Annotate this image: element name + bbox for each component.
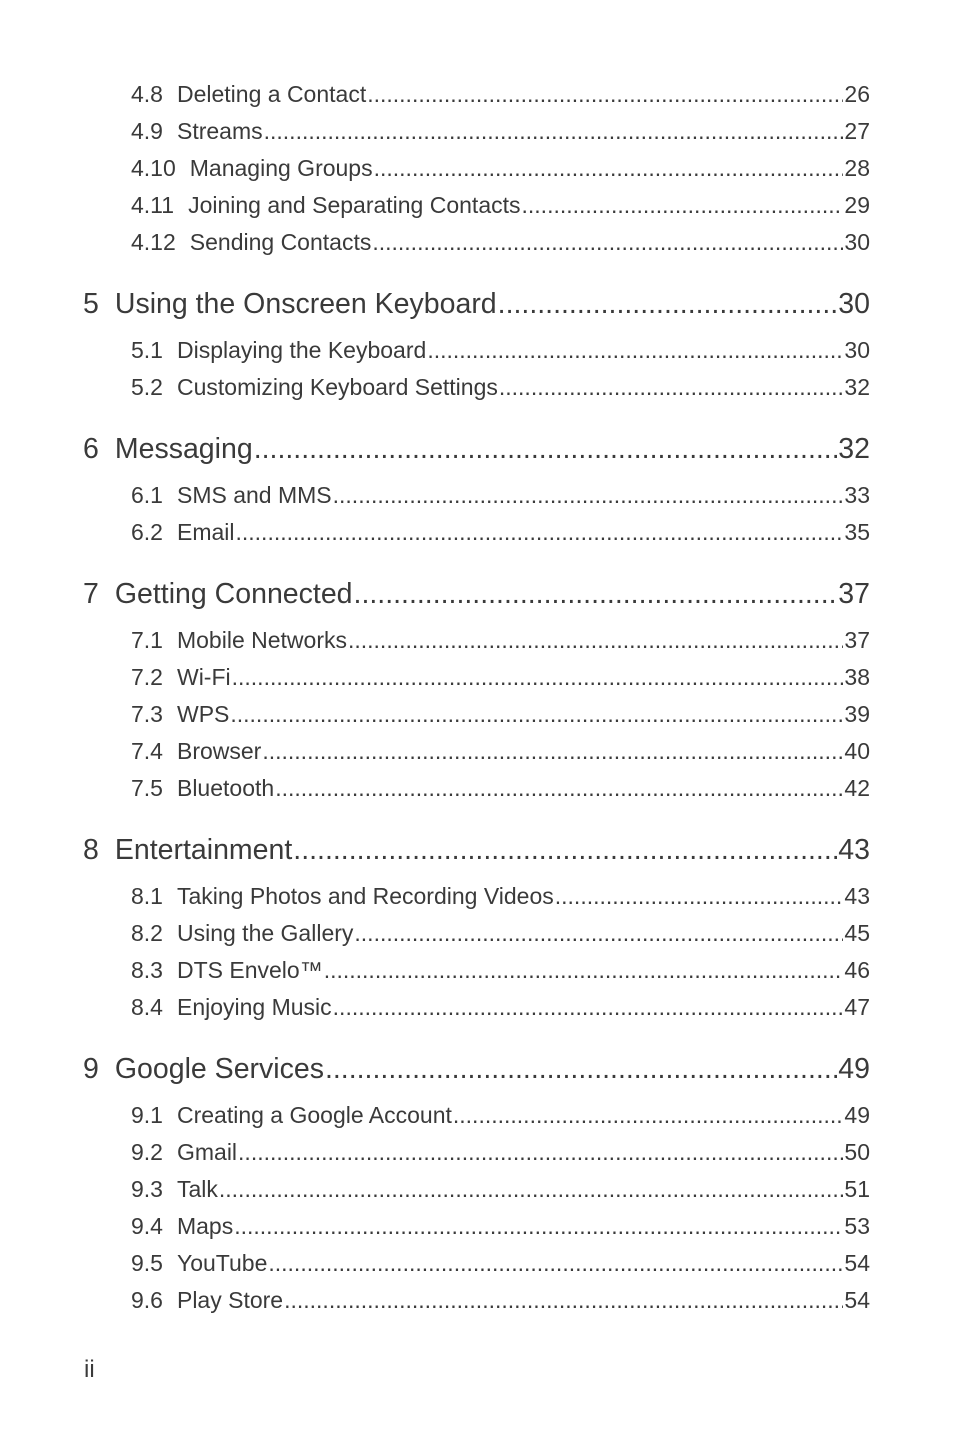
toc-section-entry[interactable] <box>131 1285 870 1315</box>
dot-leader <box>293 832 837 868</box>
toc-entry-number: 7.3 <box>131 701 163 727</box>
dot-leader <box>234 1211 843 1241</box>
toc-entry-page: 32 <box>838 433 870 465</box>
toc-entry-number: 4.12 <box>131 229 176 255</box>
toc-entry-title: Streams <box>176 118 263 144</box>
toc-entry-page: 32 <box>844 374 870 400</box>
toc-entry-number: 9.1 <box>131 1102 163 1128</box>
dot-leader <box>348 625 843 655</box>
toc-section-entry[interactable] <box>131 517 870 547</box>
toc-entry-page: 43 <box>838 834 870 866</box>
toc-entry-page: 39 <box>844 701 870 727</box>
toc-entry-number: 4.9 <box>131 118 163 144</box>
toc-entry-title: Play Store <box>176 1287 284 1313</box>
toc-entry-number: 6 <box>83 433 99 465</box>
toc-entry-title: Displaying the Keyboard <box>176 337 427 363</box>
toc-entry-number: 7.4 <box>131 738 163 764</box>
toc-chapter-entry[interactable] <box>83 832 870 868</box>
toc-section-entry[interactable] <box>131 1211 870 1241</box>
toc-entry-page: 51 <box>844 1176 870 1202</box>
toc-entry-page: 49 <box>838 1053 870 1085</box>
toc-section-entry[interactable] <box>131 699 870 729</box>
toc-entry-title: Bluetooth <box>176 775 275 801</box>
toc-entry-page: 49 <box>844 1102 870 1128</box>
dot-leader <box>268 1248 843 1278</box>
toc-entry-page: 46 <box>844 957 870 983</box>
toc-entry-number: 7.5 <box>131 775 163 801</box>
dot-leader <box>254 431 838 467</box>
dot-leader <box>522 190 844 220</box>
dot-leader <box>498 286 838 322</box>
toc-section-entry[interactable] <box>131 335 870 365</box>
toc-entry-title: Taking Photos and Recording Videos <box>176 883 554 909</box>
toc-entry-title: Using the Gallery <box>176 920 354 946</box>
toc-entry-page: 29 <box>844 192 870 218</box>
toc-entry-number: 5 <box>83 288 99 320</box>
toc-entry-number: 9.4 <box>131 1213 163 1239</box>
toc-entry-number: 8.4 <box>131 994 163 1020</box>
toc-entry-number: 5.2 <box>131 374 163 400</box>
toc-entry-page: 53 <box>844 1213 870 1239</box>
toc-section-entry[interactable] <box>131 625 870 655</box>
toc-entry-page: 54 <box>844 1287 870 1313</box>
toc-entry-number: 9.3 <box>131 1176 163 1202</box>
toc-entry-title: Joining and Separating Contacts <box>188 192 521 218</box>
toc-entry-number: 8 <box>83 834 99 866</box>
toc-entry-title: SMS and MMS <box>176 482 332 508</box>
dot-leader <box>232 662 844 692</box>
toc-section-entry[interactable] <box>131 773 870 803</box>
toc-entry-page: 42 <box>844 775 870 801</box>
toc-section-entry[interactable] <box>131 662 870 692</box>
toc-chapter-entry[interactable] <box>83 1051 870 1087</box>
toc-entry-title: Customizing Keyboard Settings <box>176 374 498 400</box>
dot-leader <box>275 773 843 803</box>
toc-entry-title: Sending Contacts <box>189 229 372 255</box>
toc-entry-number: 4.11 <box>131 192 175 218</box>
dot-leader <box>264 116 844 146</box>
dot-leader <box>499 372 844 402</box>
toc-entry-page: 33 <box>844 482 870 508</box>
toc-entry-title: Messaging <box>114 433 253 465</box>
toc-entry-title: Enjoying Music <box>176 994 332 1020</box>
toc-section-entry[interactable] <box>131 116 870 146</box>
toc-entry-number: 7 <box>83 578 99 610</box>
toc-entry-title: Deleting a Contact <box>176 81 367 107</box>
toc-section-entry[interactable] <box>131 881 870 911</box>
toc-section-entry[interactable] <box>131 190 870 220</box>
dot-leader <box>325 1051 837 1087</box>
toc-entry-number: 9.6 <box>131 1287 163 1313</box>
toc-entry-page: 35 <box>844 519 870 545</box>
page-number: ii <box>84 1356 95 1383</box>
toc-entry-title: Maps <box>176 1213 234 1239</box>
dot-leader <box>236 517 844 547</box>
toc-section-entry[interactable] <box>131 79 870 109</box>
dot-leader <box>354 918 843 948</box>
toc-entry-number: 9 <box>83 1053 99 1085</box>
dot-leader <box>555 881 844 911</box>
toc-entry-page: 27 <box>844 118 870 144</box>
toc-section-entry[interactable] <box>131 1137 870 1167</box>
toc-entry-title: Wi-Fi <box>176 664 231 690</box>
dot-leader <box>262 736 843 766</box>
toc-entry-page: 37 <box>838 578 870 610</box>
toc-entry-page: 43 <box>844 883 870 909</box>
toc-entry-title: Managing Groups <box>189 155 373 181</box>
toc-section-entry[interactable] <box>131 153 870 183</box>
dot-leader <box>238 1137 843 1167</box>
toc-entry-number: 7.2 <box>131 664 163 690</box>
toc-section-entry[interactable] <box>131 992 870 1022</box>
toc-entry-page: 30 <box>844 229 870 255</box>
toc-entry-title: Talk <box>176 1176 218 1202</box>
toc-entry-title: Browser <box>176 738 262 764</box>
toc-entry-number: 5.1 <box>131 337 163 363</box>
toc-section-entry[interactable] <box>131 736 870 766</box>
toc-entry-page: 50 <box>844 1139 870 1165</box>
toc-entry-number: 8.2 <box>131 920 163 946</box>
toc-section-entry[interactable] <box>131 480 870 510</box>
toc-entry-page: 47 <box>844 994 870 1020</box>
toc-entry-title: Mobile Networks <box>176 627 347 653</box>
toc-entry-number: 4.10 <box>131 155 176 181</box>
toc-section-entry[interactable] <box>131 227 870 257</box>
toc-section-entry[interactable] <box>131 955 870 985</box>
dot-leader <box>374 153 844 183</box>
dot-leader <box>372 227 843 257</box>
toc-entry-number: 4.8 <box>131 81 163 107</box>
toc-entry-number: 8.3 <box>131 957 163 983</box>
toc-entry-page: 54 <box>844 1250 870 1276</box>
toc-section-entry[interactable] <box>131 1174 870 1204</box>
toc-entry-page: 26 <box>844 81 870 107</box>
toc-section-entry[interactable] <box>131 372 870 402</box>
dot-leader <box>427 335 843 365</box>
toc-entry-title: YouTube <box>176 1250 268 1276</box>
toc-entry-title: Creating a Google Account <box>176 1102 452 1128</box>
toc-entry-number: 6.1 <box>131 482 163 508</box>
toc-entry-title: DTS Envelo™ <box>176 957 323 983</box>
toc-entry-page: 37 <box>844 627 870 653</box>
toc-entry-title: Google Services <box>114 1053 324 1085</box>
toc-entry-title: Using the Onscreen Keyboard <box>114 288 497 320</box>
toc-entry-number: 7.1 <box>131 627 163 653</box>
toc-entry-page: 38 <box>844 664 870 690</box>
toc-entry-title: Entertainment <box>114 834 293 866</box>
toc-entry-number: 6.2 <box>131 519 163 545</box>
dot-leader <box>453 1100 844 1130</box>
toc-entry-page: 45 <box>844 920 870 946</box>
toc-entry-page: 30 <box>838 288 870 320</box>
toc-entry-number: 9.2 <box>131 1139 163 1165</box>
toc-chapter-entry[interactable] <box>83 576 870 612</box>
toc-entry-number: 9.5 <box>131 1250 163 1276</box>
toc-section-entry[interactable] <box>131 1100 870 1130</box>
toc-entry-title: WPS <box>176 701 230 727</box>
dot-leader <box>324 955 844 985</box>
toc-entry-page: 30 <box>844 337 870 363</box>
dot-leader <box>230 699 843 729</box>
dot-leader <box>354 576 838 612</box>
toc-section-entry[interactable] <box>131 918 870 948</box>
dot-leader <box>219 1174 844 1204</box>
toc-entry-title: Gmail <box>176 1139 238 1165</box>
toc-entry-page: 40 <box>844 738 870 764</box>
dot-leader <box>284 1285 843 1315</box>
dot-leader <box>367 79 843 109</box>
toc-entry-number: 8.1 <box>131 883 163 909</box>
toc-chapter-entry[interactable] <box>83 286 870 322</box>
toc-section-entry[interactable] <box>131 1248 870 1278</box>
dot-leader <box>333 480 844 510</box>
toc-entry-page: 28 <box>844 155 870 181</box>
toc-chapter-entry[interactable] <box>83 431 870 467</box>
toc-entry-title: Getting Connected <box>114 578 353 610</box>
toc-entry-title: Email <box>176 519 235 545</box>
dot-leader <box>333 992 844 1022</box>
